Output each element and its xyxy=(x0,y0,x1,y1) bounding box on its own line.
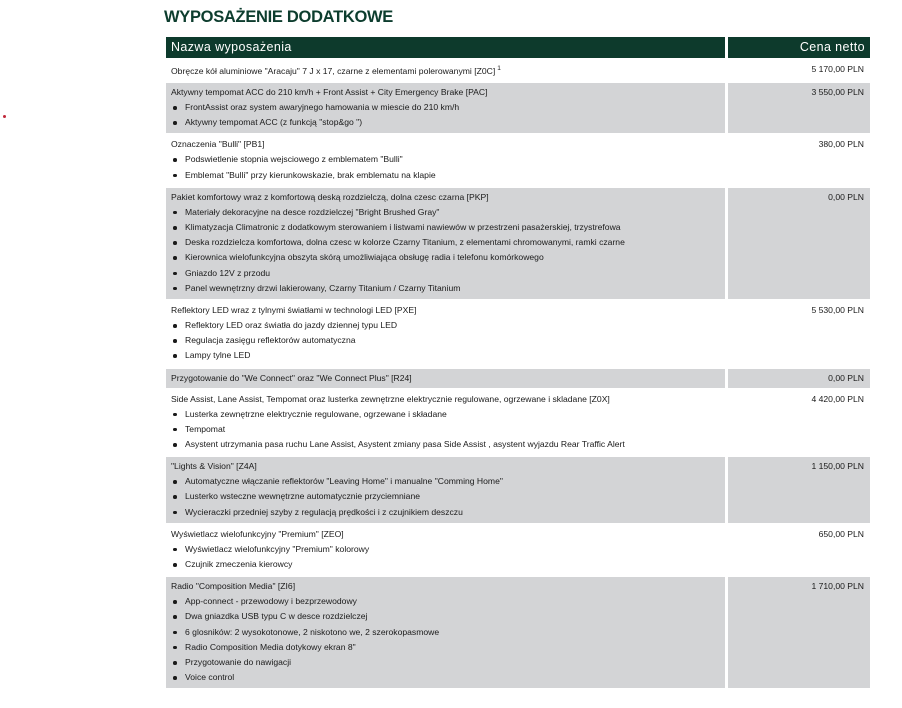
bullet-icon xyxy=(173,495,177,499)
equipment-cell xyxy=(166,525,725,575)
column-header-price: Cena netto xyxy=(728,37,870,58)
feature-text: Materiały dekoracyjne na desce rozdzielczej "Bright Brushed Gray" xyxy=(185,206,440,217)
feature-text: Tempomat xyxy=(185,423,226,434)
equipment-name xyxy=(171,137,720,151)
feature-item xyxy=(171,281,720,296)
table-row xyxy=(166,523,870,575)
bullet-icon xyxy=(173,241,177,245)
price-cell: 1 710,00 PLN xyxy=(728,577,870,688)
feature-item xyxy=(171,100,720,115)
equipment-cell xyxy=(166,369,725,388)
feature-text: Wycieraczki przedniej szyby z regulacją prędkości i z czujnikiem deszczu xyxy=(185,506,463,517)
bullet-icon xyxy=(173,272,177,276)
feature-text: Reflektory LED oraz światła do jazdy dziennej typu LED xyxy=(185,320,398,331)
equipment-name-text: Reflektory LED wraz z tylnymi światłami w technologi LED [PXE] xyxy=(171,305,417,316)
feature-item xyxy=(171,250,720,265)
feature-text: Klimatyzacja Climatronic z dodatkowym sterowaniem i listwami nawiewów w przestrzeni pasażerskiej, trzystrefowa xyxy=(185,222,621,233)
equipment-name-text: Przygotowanie do "We Connect" oraz "We Connect Plus" [R24] xyxy=(171,372,412,383)
equipment-name-text: Obręcze kół aluminiowe "Aracaju" 7 J x 17, czarne z elementami polerowanymi [Z0C] xyxy=(171,66,496,76)
feature-list xyxy=(171,100,720,130)
feature-text: Lusterko wsteczne wewnętrzne automatycznie przyciemniane xyxy=(185,491,421,502)
bullet-icon xyxy=(173,324,177,328)
bullet-icon xyxy=(173,211,177,215)
equipment-table xyxy=(166,37,870,688)
feature-list xyxy=(171,542,720,572)
equipment-name xyxy=(171,392,720,406)
bullet-icon xyxy=(173,563,177,567)
price-cell: 0,00 PLN xyxy=(728,188,870,299)
price-cell: 1 150,00 PLN xyxy=(728,457,870,523)
feature-text: Panel wewnętrzny drzwi lakierowany, Czarny Titanium / Czarny Titanium xyxy=(185,282,461,293)
feature-item xyxy=(171,333,720,348)
equipment-name-text: Side Assist, Lane Assist, Tempomat oraz lusterka zewnętrzne elektrycznie regulowane, ogrzewane i skladane [Z0X] xyxy=(171,393,610,404)
equipment-name-text: Oznaczenia "Bulli" [PB1] xyxy=(171,139,265,150)
equipment-name xyxy=(171,527,720,541)
feature-text: Deska rozdzielcza komfortowa, dolna czesc w kolorze Czarny Titanium, z elementami chromowanymi, ramki czarne xyxy=(185,237,625,248)
bullet-icon xyxy=(173,600,177,604)
bullet-icon xyxy=(173,174,177,178)
feature-item xyxy=(171,625,720,640)
bullet-icon xyxy=(173,480,177,484)
feature-text: Dwa gniazdka USB typu C w desce rozdzielczej xyxy=(185,611,368,622)
equipment-cell xyxy=(166,135,725,185)
table-row xyxy=(166,367,870,388)
feature-text: Regulacja zasięgu reflektorów automatyczna xyxy=(185,335,356,346)
feature-item xyxy=(171,594,720,609)
bullet-icon xyxy=(173,443,177,447)
feature-item xyxy=(171,640,720,655)
equipment-name-text: Pakiet komfortowy wraz z komfortową deską rozdzielczą, dolna czesc czarna [PKP] xyxy=(171,191,489,202)
table-row xyxy=(166,455,870,523)
table-row xyxy=(166,81,870,133)
feature-text: Przygotowanie do nawigacji xyxy=(185,657,292,668)
bullet-icon xyxy=(173,287,177,291)
feature-text: Lusterka zewnętrzne elektrycznie regulowane, ogrzewane i składane xyxy=(185,408,447,419)
feature-item xyxy=(171,348,720,363)
bullet-icon xyxy=(173,121,177,125)
feature-text: Czujnik zmeczenia kierowcy xyxy=(185,559,293,570)
bullet-icon xyxy=(173,676,177,680)
bullet-icon xyxy=(173,428,177,432)
table-row xyxy=(166,186,870,299)
table-row xyxy=(166,58,870,81)
feature-list xyxy=(171,407,720,453)
bullet-icon xyxy=(173,548,177,552)
table-header xyxy=(166,37,870,58)
price-cell: 5 170,00 PLN xyxy=(811,64,864,74)
feature-item xyxy=(171,205,720,220)
price-cell: 0,00 PLN xyxy=(728,369,870,388)
feature-text: Asystent utrzymania pasa ruchu Lane Assist, Asystent zmiany pasa Side Assist , asystent wyjazdu Rear Traffic Alert xyxy=(185,439,625,450)
bullet-icon xyxy=(173,339,177,343)
bullet-icon xyxy=(173,226,177,230)
equipment-name-text: Wyświetlacz wielofunkcyjny "Premium" [ZEO] xyxy=(171,528,344,539)
equipment-cell xyxy=(166,457,725,523)
equipment-cell xyxy=(166,577,725,688)
table-row xyxy=(166,388,870,456)
price-cell: 5 530,00 PLN xyxy=(811,305,864,316)
feature-text: Gniazdo 12V z przodu xyxy=(185,267,271,278)
feature-list xyxy=(171,318,720,364)
feature-item xyxy=(171,670,720,685)
feature-item xyxy=(171,220,720,235)
table-body xyxy=(166,58,870,688)
equipment-name-text: Aktywny tempomat ACC do 210 km/h + Front Assist + City Emergency Brake [PAC] xyxy=(171,87,488,97)
price-cell: 4 420,00 PLN xyxy=(811,393,864,404)
feature-item xyxy=(171,505,720,520)
equipment-name-text: "Lights & Vision" [Z4A] xyxy=(171,461,257,472)
column-header-name: Nazwa wyposażenia xyxy=(166,37,725,58)
equipment-name xyxy=(171,85,720,99)
equipment-cell xyxy=(166,188,725,299)
feature-list xyxy=(171,474,720,520)
price-cell: 650,00 PLN xyxy=(818,528,864,539)
bullet-icon xyxy=(173,413,177,417)
equipment-name xyxy=(171,62,720,78)
price-cell: 3 550,00 PLN xyxy=(728,83,870,133)
equipment-cell xyxy=(166,301,725,367)
footnote-marker: 1 xyxy=(497,65,501,72)
feature-item xyxy=(171,115,720,130)
feature-item xyxy=(171,235,720,250)
feature-item xyxy=(171,407,720,422)
equipment-name xyxy=(171,459,720,473)
bullet-icon xyxy=(173,256,177,260)
feature-item xyxy=(171,152,720,167)
feature-text: Lampy tylne LED xyxy=(185,350,251,361)
feature-item xyxy=(171,655,720,670)
feature-text: Podswietlenie stopnia wejsciowego z emblematem "Bulli" xyxy=(185,154,403,165)
feature-item xyxy=(171,266,720,281)
bullet-icon xyxy=(173,615,177,619)
equipment-name-text: Radio "Composition Media" [ZI6] xyxy=(171,581,296,592)
feature-item xyxy=(171,557,720,572)
price-cell: 380,00 PLN xyxy=(818,139,864,150)
feature-text: Radio Composition Media dotykowy ekran 8" xyxy=(185,641,356,652)
bullet-icon xyxy=(173,661,177,665)
bullet-icon xyxy=(173,646,177,650)
feature-item xyxy=(171,318,720,333)
feature-item xyxy=(171,422,720,437)
feature-text: FrontAssist oraz system awaryjnego hamowania w miescie do 210 km/h xyxy=(185,102,460,112)
equipment-name xyxy=(171,190,720,204)
bullet-icon xyxy=(173,511,177,515)
table-row xyxy=(166,575,870,688)
feature-item xyxy=(171,609,720,624)
feature-text: 6 glosników: 2 wysokotonowe, 2 niskotono we, 2 szerokopasmowe xyxy=(185,626,440,637)
feature-text: Automatyczne włączanie reflektorów "Leaving Home" i manualne "Comming Home" xyxy=(185,476,503,487)
feature-text: Emblemat "Bulli" przy kierunkowskazie, brak emblematu na klapie xyxy=(185,169,436,180)
bullet-icon xyxy=(173,354,177,358)
page-title: WYPOSAŻENIE DODATKOWE xyxy=(164,8,393,26)
feature-list xyxy=(171,152,720,182)
table-row xyxy=(166,299,870,367)
feature-text: App-connect - przewodowy i bezprzewodowy xyxy=(185,596,357,607)
bullet-icon xyxy=(173,158,177,162)
feature-list xyxy=(171,594,720,685)
feature-item xyxy=(171,489,720,504)
feature-item xyxy=(171,437,720,452)
equipment-name xyxy=(171,303,720,317)
bullet-icon xyxy=(173,106,177,110)
table-row xyxy=(166,133,870,185)
margin-marker-dot xyxy=(3,115,6,118)
bullet-icon xyxy=(173,631,177,635)
feature-text: Wyświetlacz wielofunkcyjny "Premium" kolorowy xyxy=(185,543,370,554)
equipment-cell xyxy=(166,60,725,81)
feature-item xyxy=(171,474,720,489)
equipment-name xyxy=(171,371,720,385)
feature-item xyxy=(171,542,720,557)
feature-list xyxy=(171,205,720,296)
feature-text: Voice control xyxy=(185,672,235,683)
equipment-cell xyxy=(166,390,725,456)
equipment-cell xyxy=(166,83,725,133)
equipment-name xyxy=(171,579,720,593)
feature-text: Kierownica wielofunkcyjna obszyta skórą umożliwiająca obsługę radia i telefonu komórkowego xyxy=(185,252,544,263)
feature-text: Aktywny tempomat ACC (z funkcją "stop&go ") xyxy=(185,117,363,128)
feature-item xyxy=(171,168,720,183)
